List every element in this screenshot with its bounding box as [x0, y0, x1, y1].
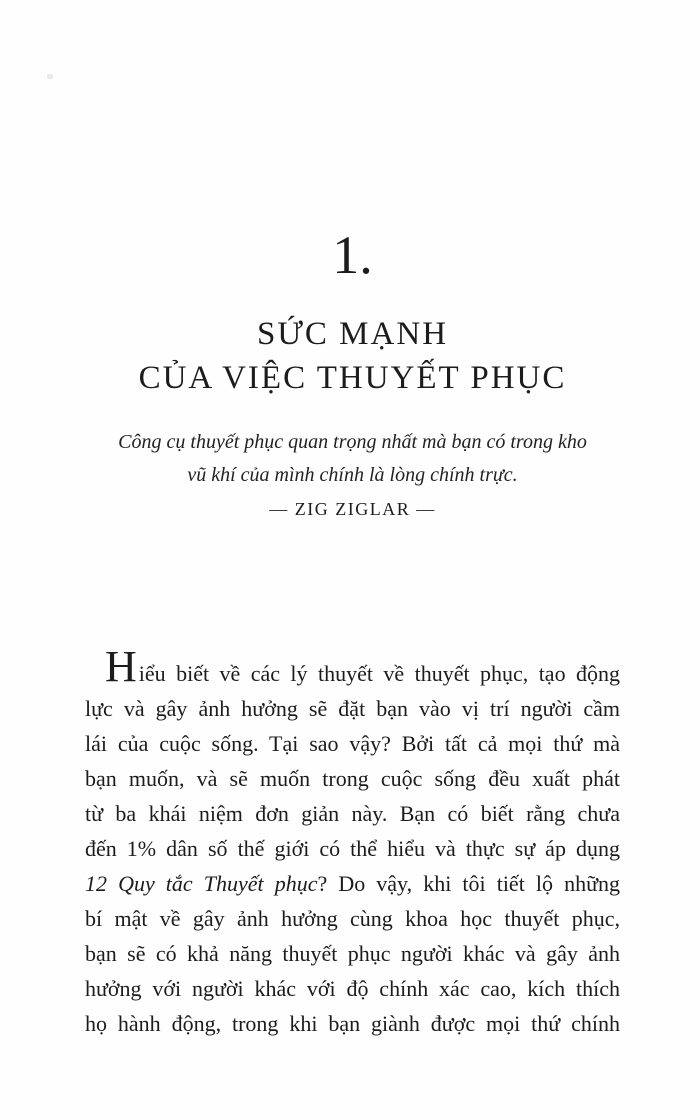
body-line: bí mật về gây ảnh hưởng cùng khoa học thuyết phục, [85, 906, 620, 931]
chapter-title-line1: SỨC MẠNH [256, 316, 449, 352]
body-line-text: ? Do vậy, khi tôi tiết lộ những [317, 871, 620, 896]
text-column [85, 0, 620, 1041]
epigraph-line1: Công cụ thuyết phục quan trọng nhất mà bạn có trong kho [118, 431, 587, 453]
body-line: lực và gây ảnh hưởng sẽ đặt bạn vào vị trí người cầm [85, 696, 620, 721]
body-line [85, 642, 620, 691]
body-paragraph [85, 642, 620, 1041]
body-line: bạn sẽ có khả năng thuyết phục người khác và gây ảnh [85, 941, 620, 966]
chapter-number: 1. [332, 225, 373, 285]
body-line: lái của cuộc sống. Tại sao vậy? Bởi tất cả mọi thứ mà [85, 731, 620, 756]
chapter-title-line2: CỦA VIỆC THUYẾT PHỤC [138, 360, 567, 396]
body-line [85, 866, 620, 901]
scan-artifact [47, 74, 53, 79]
epigraph [85, 426, 620, 520]
body-line: đến 1% dân số thế giới có thể hiểu và thực sự áp dụng [85, 836, 620, 861]
body-line: bạn muốn, và sẽ muốn trong cuộc sống đều xuất phát [85, 766, 620, 791]
body-line-italic-text: 12 Quy tắc Thuyết phục [85, 871, 318, 896]
body-line: họ hành động, trong khi bạn giành được mọi thứ chính [85, 1011, 620, 1036]
raised-initial-cap: H [105, 642, 137, 691]
epigraph-attribution: — ZIG ZIGLAR — [269, 499, 436, 519]
epigraph-line2: vũ khí của mình chính là lòng chính trực. [187, 464, 518, 486]
body-line: từ ba khái niệm đơn giản này. Bạn có biết rằng chưa [85, 801, 620, 826]
chapter-title [85, 312, 620, 400]
body-line-text: iểu biết về các lý thuyết về thuyết phục, tạo động [138, 661, 620, 686]
body-line: hưởng với người khác với độ chính xác cao, kích thích [85, 976, 620, 1001]
